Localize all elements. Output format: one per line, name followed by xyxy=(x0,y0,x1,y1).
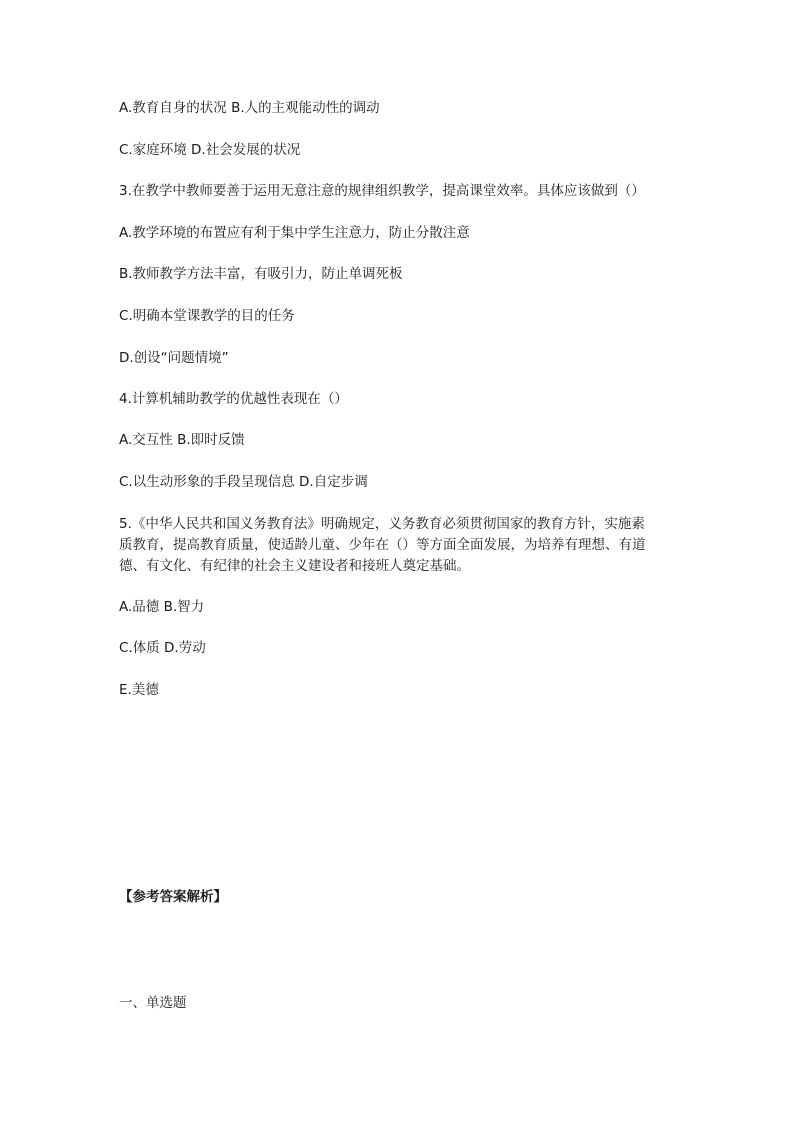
q5-question-line-1: 5.《中华人民共和国义务教育法》明确规定，义务教育必须贯彻国家的教育方针，实施素 xyxy=(119,516,645,532)
q3-question: 3.在教学中教师要善于运用无意注意的规律组织教学，提高课堂效率。具体应该做到（） xyxy=(119,183,645,199)
q4-options-line-1: A.交互性 B.即时反馈 xyxy=(119,432,245,448)
q5-question-line-2: 质教育，提高教育质量，使适龄儿童、少年在（）等方面全面发展，为培养有理想、有道 xyxy=(119,537,646,553)
q5-options-line-3: E.美德 xyxy=(119,682,159,698)
answer-heading: 【参考答案解析】 xyxy=(119,889,227,905)
q4-question: 4.计算机辅助教学的优越性表现在（） xyxy=(119,391,348,407)
q2-options-line-1: A.教育自身的状况 B.人的主观能动性的调动 xyxy=(119,100,380,116)
q3-option-b: B.教师教学方法丰富，有吸引力，防止单调死板 xyxy=(119,266,403,282)
q4-options-line-2: C.以生动形象的手段呈现信息 D.自定步调 xyxy=(119,474,368,490)
section-title-single-choice: 一、单选题 xyxy=(119,995,187,1011)
q2-options-line-2: C.家庭环境 D.社会发展的状况 xyxy=(119,142,301,158)
q5-options-line-2: C.体质 D.劳动 xyxy=(119,640,206,656)
q5-options-line-1: A.品德 B.智力 xyxy=(119,599,205,615)
q3-option-d: D.创设“问题情境” xyxy=(119,350,229,366)
q5-question-line-3: 德、有文化、有纪律的社会主义建设者和接班人奠定基础。 xyxy=(119,558,470,574)
q3-option-a: A.教学环境的布置应有利于集中学生注意力，防止分散注意 xyxy=(119,225,470,241)
q3-option-c: C.明确本堂课教学的目的任务 xyxy=(119,308,295,324)
